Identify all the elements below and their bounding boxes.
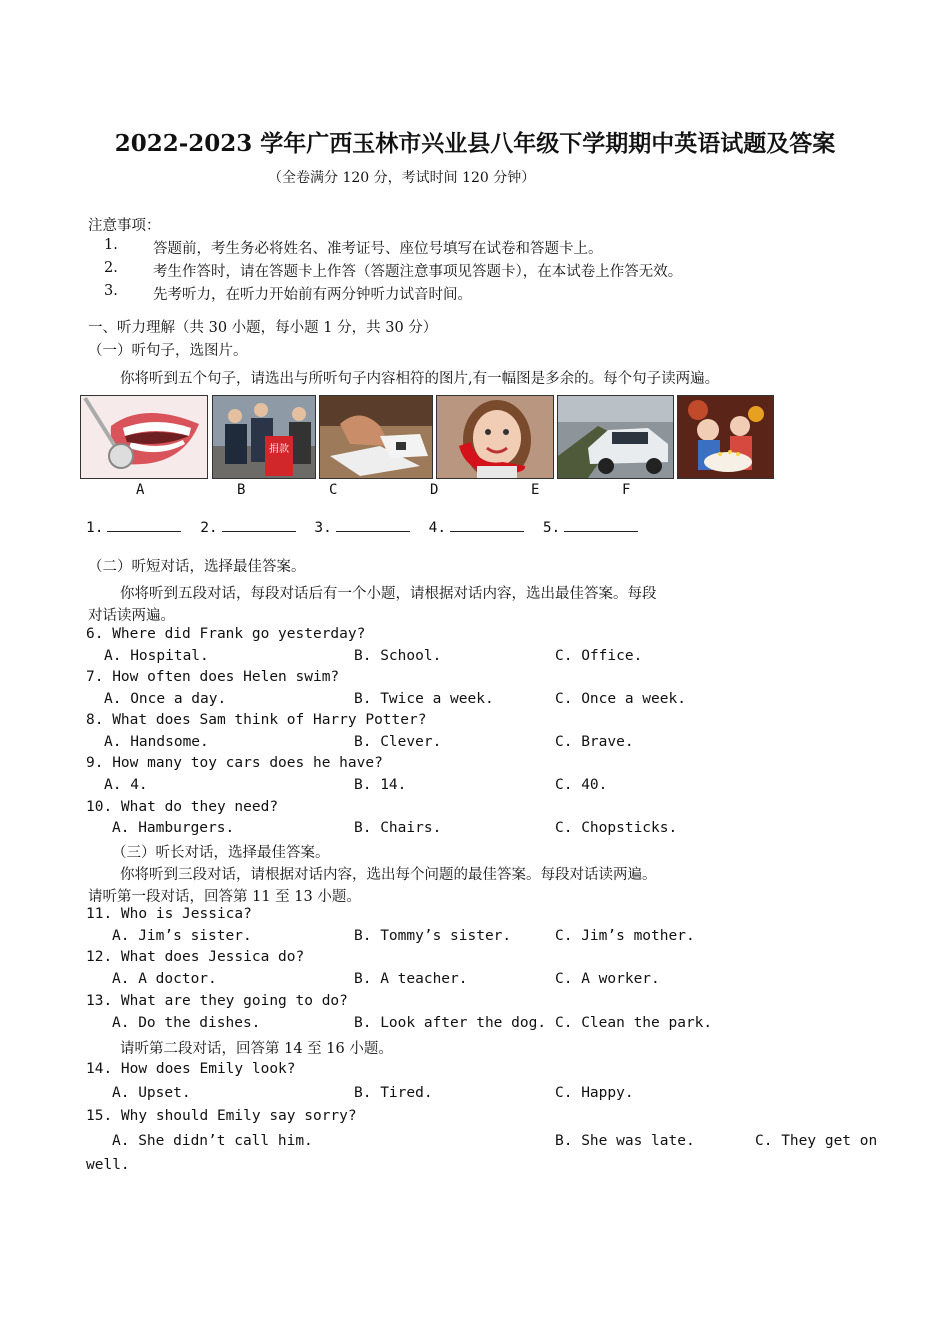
option-b: B. She was late.: [555, 1133, 695, 1149]
picture-c: [319, 395, 433, 479]
option-a: A. Jim’s sister.: [112, 928, 252, 944]
option-b: B. Tommy’s sister.: [354, 928, 512, 944]
part1-heading: （一）听句子，选图片。: [88, 343, 248, 359]
option-c: C. Once a week.: [555, 691, 686, 707]
donation-box-icon: [213, 396, 315, 478]
car-accident-icon: [558, 396, 673, 478]
picture-label-a: A: [136, 482, 145, 498]
option-a: A. Do the dishes.: [112, 1015, 261, 1031]
picture-e: [557, 395, 674, 479]
question: 12. What does Jessica do?: [86, 949, 305, 965]
part1-instruction: 你将听到五个句子，请选出与所听句子内容相符的图片,有一幅图是多余的。每个句子读两遍。: [120, 371, 720, 387]
birthday-cake-icon: [678, 396, 773, 478]
notice-num: 3.: [104, 283, 118, 299]
blank-number: 2.: [200, 520, 218, 536]
part2-instruction-cont: 对话读两遍。: [88, 608, 175, 624]
part2-heading: （二）听短对话，选择最佳答案。: [88, 559, 306, 575]
page-title: 2022-2023 学年广西玉林市兴业县八年级下学期期中英语试题及答案: [114, 130, 836, 157]
option-c-continued: well.: [86, 1157, 130, 1173]
option-b: B. Chairs.: [354, 820, 442, 836]
notice-text: 考生作答时，请在答题卡上作答（答题注意事项见答题卡），在本试卷上作答无效。: [153, 264, 683, 280]
dialog-note: 请听第一段对话，回答第 11 至 13 小题。: [88, 889, 361, 905]
option-c: C. Jim’s mother.: [555, 928, 695, 944]
picture-label-d: D: [430, 482, 439, 498]
question: 7. How often does Helen swim?: [86, 669, 340, 685]
option-b: B. A teacher.: [354, 971, 468, 987]
option-a: A. Upset.: [112, 1085, 191, 1101]
picture-b: [212, 395, 316, 479]
option-c: C. Brave.: [555, 734, 634, 750]
notice-num: 1.: [104, 237, 118, 253]
option-c: C. Chopsticks.: [555, 820, 678, 836]
notice-text: 先考听力，在听力开始前有两分钟听力试音时间。: [153, 287, 472, 303]
page-subtitle: （全卷满分 120 分，考试时间 120 分钟）: [268, 170, 536, 186]
notice-text: 答题前，考生务必将姓名、准考证号、座位号填写在试卷和答题卡上。: [153, 241, 603, 257]
option-b: B. School.: [354, 648, 442, 664]
blank-number: 4.: [428, 520, 447, 536]
option-a: A. Once a day.: [104, 691, 227, 707]
answer-blank[interactable]: [336, 519, 410, 532]
option-a: A. Hospital.: [104, 648, 209, 664]
question: 13. What are they going to do?: [86, 993, 348, 1009]
option-c: C. They get on: [755, 1133, 878, 1149]
answer-blanks: [86, 519, 648, 536]
question: 8. What does Sam think of Harry Potter?: [86, 712, 427, 728]
option-c: C. Happy.: [555, 1085, 634, 1101]
question: 15. Why should Emily say sorry?: [86, 1108, 357, 1124]
part2-instruction: 你将听到五段对话，每段对话后有一个小题，请根据对话内容，选出最佳答案。每段: [120, 586, 657, 602]
option-b: B. Twice a week.: [354, 691, 494, 707]
option-c: C. A worker.: [555, 971, 660, 987]
option-b: B. Look after the dog.: [354, 1015, 547, 1031]
notice-num: 2.: [104, 260, 118, 276]
donation-box-label: 捐款: [269, 444, 289, 455]
blank-number: 3.: [314, 520, 332, 536]
option-c: C. Clean the park.: [555, 1015, 713, 1031]
picture-label-c: C: [329, 482, 338, 498]
answer-blank[interactable]: [564, 519, 638, 532]
option-a: A. Hamburgers.: [112, 820, 235, 836]
blank-number: 1.: [86, 520, 104, 536]
option-b: B. 14.: [354, 777, 407, 793]
option-a: A. She didn’t call him.: [112, 1133, 313, 1149]
option-b: B. Tired.: [354, 1085, 433, 1101]
question: 11. Who is Jessica?: [86, 906, 252, 922]
part3-heading: （三）听长对话，选择最佳答案。: [112, 845, 330, 861]
picture-a: [80, 395, 208, 479]
picture-label-b: B: [237, 482, 246, 498]
question: 9. How many toy cars does he have?: [86, 755, 383, 771]
dialog-note: 请听第二段对话，回答第 14 至 16 小题。: [120, 1041, 393, 1057]
option-b: B. Clever.: [354, 734, 442, 750]
picture-label-e: E: [531, 482, 540, 498]
question: 6. Where did Frank go yesterday?: [86, 626, 366, 642]
option-c: C. 40.: [555, 777, 608, 793]
part3-instruction: 你将听到三段对话，请根据对话内容，选出每个问题的最佳答案。每段对话读两遍。: [120, 867, 657, 883]
option-c: C. Office.: [555, 648, 643, 664]
option-a: A. Handsome.: [104, 734, 209, 750]
girl-telephone-icon: [437, 396, 553, 478]
answer-blank[interactable]: [222, 519, 296, 532]
paper-folding-icon: [320, 396, 432, 478]
notice-heading: 注意事项：: [88, 218, 161, 234]
picture-d: [436, 395, 554, 479]
option-a: A. 4.: [104, 777, 148, 793]
picture-label-f: F: [622, 482, 631, 498]
option-a: A. A doctor.: [112, 971, 217, 987]
picture-f: [677, 395, 774, 479]
blank-number: 5.: [542, 520, 561, 536]
mouth-mirror-icon: [81, 396, 207, 478]
question: 10. What do they need?: [86, 799, 279, 815]
question: 14. How does Emily look?: [86, 1061, 296, 1077]
section-heading: 一、听力理解（共 30 小题，每小题 1 分，共 30 分）: [88, 320, 438, 336]
answer-blank[interactable]: [107, 519, 181, 532]
answer-blank[interactable]: [450, 519, 524, 532]
